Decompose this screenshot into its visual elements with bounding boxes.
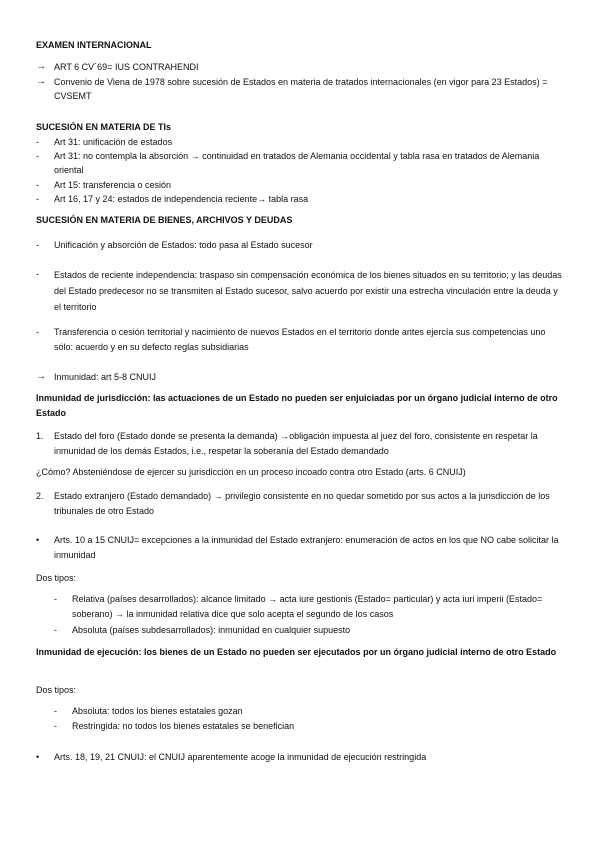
list-item bbox=[54, 719, 564, 733]
number-marker: 1. bbox=[36, 431, 44, 441]
list-item-text: Art 15: transferencia o cesión bbox=[54, 180, 172, 190]
dash-marker: - bbox=[36, 240, 39, 250]
list-item bbox=[36, 60, 564, 74]
list-item-text: Arts. 18, 19, 21 CNUIJ: el CNUIJ aparentemente acoge la inmunidad de ejecución restringida bbox=[54, 752, 427, 762]
list-item-text: Estados de reciente independencia: traspaso sin compensación económica de los bienes situados en su territorio; y las deudas del Estado predecesor no se transmiten al Estado sucesor, salvo acuerdo por existir una estrecha vinculación entre la deuda y el territorio bbox=[54, 270, 562, 312]
numbered-item bbox=[36, 429, 564, 459]
list-item bbox=[54, 592, 564, 622]
list-item bbox=[36, 178, 564, 192]
paragraph: Dos tipos: bbox=[36, 685, 77, 695]
arrow-icon: → bbox=[36, 371, 46, 382]
document-title: EXAMEN INTERNACIONAL bbox=[36, 40, 152, 50]
bullet-marker: • bbox=[36, 535, 40, 545]
arrow-icon: → bbox=[36, 76, 46, 87]
section-heading: SUCESIÓN EN MATERIA DE TIs bbox=[36, 122, 172, 132]
list-item-text: Inmunidad: art 5-8 CNUIJ bbox=[54, 372, 157, 382]
dash-marker: - bbox=[36, 194, 39, 204]
list-item bbox=[36, 267, 564, 311]
dash-marker: - bbox=[54, 594, 57, 604]
number-marker: 2. bbox=[36, 491, 44, 501]
list-item-text: Relativa (países desarrollados): alcance limitado → acta iure gestionis (Estado= particular) y acta iuri imperii (Estado= soberano) → la inmunidad relativa dice que solo acepta el segundo de los casos bbox=[72, 594, 543, 619]
list-item-text: Art 31: no contempla la absorción → continuidad en tratados de Alemania occidental y tabla rasa en tratados de Alemania oriental bbox=[54, 151, 540, 175]
dash-marker: - bbox=[54, 706, 57, 716]
dash-marker: - bbox=[36, 269, 39, 279]
dash-marker: - bbox=[36, 327, 39, 337]
dash-marker: - bbox=[36, 137, 39, 147]
list-item bbox=[36, 75, 564, 103]
list-item bbox=[54, 704, 564, 718]
list-item bbox=[36, 135, 564, 149]
list-item-text: Restringida: no todos los bienes estatales se benefician bbox=[72, 721, 295, 731]
list-item-text: Absoluta (países subdesarrollados): inmunidad en cualquier supuesto bbox=[72, 625, 351, 635]
dash-marker: - bbox=[36, 151, 39, 161]
dash-marker: - bbox=[54, 625, 57, 635]
list-item-text: Arts. 10 a 15 CNUIJ= excepciones a la inmunidad del Estado extranjero: enumeración de actos en los que NO cabe solicitar la inmunidad bbox=[54, 535, 559, 560]
list-item bbox=[36, 370, 564, 384]
list-item-text: Unificación y absorción de Estados: todo pasa al Estado sucesor bbox=[54, 240, 313, 250]
list-item-text: Estado del foro (Estado donde se presenta la demanda) →obligación impuesta al juez del foro, consistente en respetar la inmunidad de los demás Estados, i.e., respetar la soberanía del Estado demandado bbox=[54, 431, 538, 456]
dash-marker: - bbox=[36, 180, 39, 190]
list-item-text: ART 6 CV´69= IUS CONTRAHENDI bbox=[54, 62, 199, 72]
paragraph: ¿Cómo? Absteniéndose de ejercer su jurisdicción en un proceso incoado contra otro Estado (arts. 6 CNUIJ) bbox=[36, 467, 466, 477]
list-item bbox=[36, 750, 564, 764]
bullet-marker: • bbox=[36, 752, 40, 762]
section-heading: SUCESIÓN EN MATERIA DE BIENES, ARCHIVOS Y DEUDAS bbox=[36, 215, 293, 225]
arrow-icon: → bbox=[36, 61, 46, 72]
paragraph: Dos tipos: bbox=[36, 573, 77, 583]
section-heading: Inmunidad de jurisdicción: las actuaciones de un Estado no pueden ser enjuiciadas por un órgano judicial interno de otro Estado bbox=[36, 393, 558, 418]
list-item bbox=[36, 325, 564, 353]
list-item bbox=[36, 533, 564, 563]
list-item bbox=[36, 238, 564, 252]
numbered-item bbox=[36, 489, 564, 519]
list-item-text: Absoluta: todos los bienes estatales gozan bbox=[72, 706, 243, 716]
list-item bbox=[54, 623, 564, 637]
list-item-text: Estado extranjero (Estado demandado) → privilegio consistente en no quedar sometido por sus actos a la jurisdicción de los tribunales de otro Estado bbox=[54, 491, 550, 516]
dash-marker: - bbox=[54, 721, 57, 731]
section-heading: Inmunidad de ejecución: los bienes de un Estado no pueden ser ejecutados por un órgano judicial interno de otro Estado bbox=[36, 647, 557, 657]
list-item bbox=[36, 192, 564, 206]
list-item-text: Transferencia o cesión territorial y nacimiento de nuevos Estados en el territorio donde antes ejercía sus competencias uno sólo: acuerdo y en su defecto reglas subsidiarias bbox=[54, 327, 546, 352]
list-item-text: Art 16, 17 y 24: estados de independencia reciente→ tabla rasa bbox=[54, 194, 309, 204]
list-item-text: Convenio de Viena de 1978 sobre sucesión de Estados en materia de tratados internacionales (en vigor para 23 Estados) = CVSEMT bbox=[54, 77, 548, 101]
list-item-text: Art 31: unificación de estados bbox=[54, 137, 173, 147]
list-item bbox=[36, 149, 564, 177]
